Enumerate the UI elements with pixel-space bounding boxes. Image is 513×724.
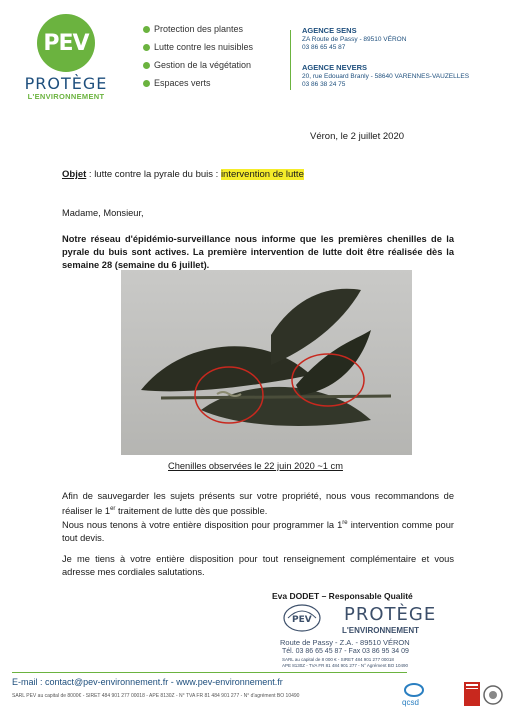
closing-paragraph: Je me tiens à votre entière disposition pour tout renseignement complémentaire et vous adresse mes cordiales salutations. (62, 554, 454, 577)
service-item (143, 60, 251, 70)
bullet-icon (143, 62, 150, 69)
service-label: Lutte contre les nuisibles (154, 42, 254, 52)
agency-title: AGENCE NEVERS (302, 63, 368, 72)
bullet-icon (143, 26, 150, 33)
agency-phone: 03 86 38 24 75 (302, 81, 346, 88)
bullet-icon (143, 44, 150, 51)
letter-date: Véron, le 2 juillet 2020 (310, 131, 405, 142)
svg-text:PEV: PEV (292, 615, 312, 625)
signatory: Eva DODET – Responsable Qualité (272, 591, 413, 601)
certification-logos (464, 676, 504, 708)
intro-paragraph: Notre réseau d'épidémio-surveillance nous informe que les premières chenilles de la pyrale du buis sont actives. La première intervention de lutte doit être réalisée dès la semaine 28 (semaine du 6 juillet). (62, 234, 454, 270)
superscript: er (110, 506, 116, 512)
logo-subtitle: L'ENVIRONNEMENT (27, 92, 105, 101)
qcsd-label: qcsd (402, 698, 419, 707)
header-divider (290, 30, 291, 90)
subject-text: : lutte contre la pyrale du buis : (86, 169, 221, 180)
service-label: Protection des plantes (154, 24, 244, 34)
text-run: Nous nous tenons à votre entière disposition pour programmer la 1 (62, 520, 343, 531)
agency-phone: 03 86 65 45 87 (302, 44, 346, 51)
agency-address: 20, rue Edouard Branly - 58640 VARENNES-VAUZELLES (302, 73, 470, 80)
stamp-legal: APE 8130Z - TVA FR 81 484 901 277 - N° Agrément BO 10490 (282, 663, 408, 668)
footer-contact: E-mail : contact@pev-environnement.fr - www.pev-environnement.fr (12, 677, 283, 687)
qcsd-logo (398, 680, 430, 708)
letter-subject (62, 169, 304, 180)
salutation: Madame, Monsieur, (62, 208, 144, 218)
photo-caption: Chenilles observées le 22 juin 2020 ~1 cm (168, 461, 343, 471)
stamp-legal: SARL au capital de 8 000 € - SIRET 484 901 277 00018 (282, 657, 394, 662)
service-item (143, 24, 243, 34)
superscript: re (342, 520, 348, 526)
text-run: Afin de sauvegarder les sujets présents sur votre propriété, nous vous recommandons de réaliser le 1 (62, 491, 454, 517)
bullet-icon (143, 80, 150, 87)
stamp-subtitle: L'ENVIRONNEMENT (342, 626, 420, 635)
stamp-wordmark: PROTÈGE (344, 604, 437, 625)
service-item (143, 78, 211, 88)
caterpillar-photo (121, 270, 412, 455)
service-item (143, 42, 253, 52)
agency-address: ZA Route de Passy - 89510 VÉRON (302, 36, 407, 43)
footer-divider (12, 672, 407, 673)
text-run: traitement de lutte dès que possible. (115, 506, 268, 517)
logo-wordmark: PROTÈGE (24, 74, 108, 93)
paragraph-recommendation (62, 490, 454, 518)
stamp-phone: Tél. 03 86 65 45 87 - Fax 03 86 95 34 09 (282, 648, 409, 655)
paragraph-availability (62, 517, 454, 545)
footer-legal: SARL PEV au capital de 8000€ - SIRET 484 901 277 00018 - APE 8130Z - N° TVA FR 81 484 901 277 - N° d'agrément BO 10490 (12, 693, 300, 699)
agency-title: AGENCE SENS (302, 26, 357, 35)
service-label: Gestion de la végétation (154, 60, 252, 70)
subject-label: Objet (62, 169, 87, 180)
subject-highlight: intervention de lutte (220, 169, 304, 180)
stamp-address: Route de Passy - Z.A. - 89510 VÉRON (280, 638, 410, 647)
text-run: intervention comme pour tout devis. (62, 520, 454, 544)
pev-logo-mark: PEV (37, 14, 95, 72)
service-label: Espaces verts (154, 78, 211, 88)
